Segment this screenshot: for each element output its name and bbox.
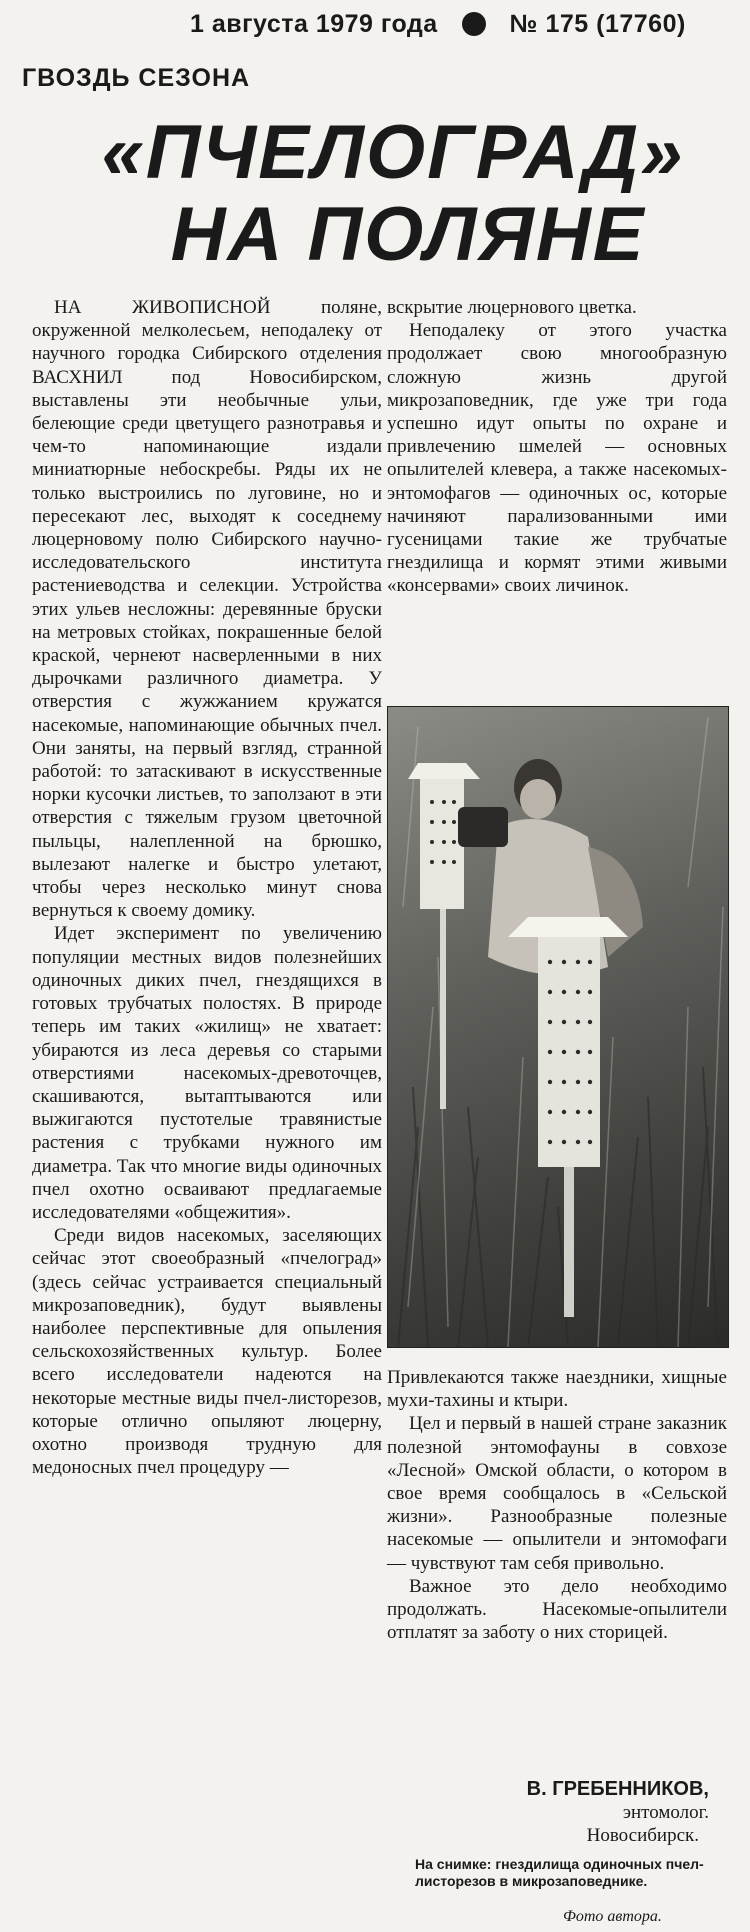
- author-city: Новосибирск.: [586, 1825, 699, 1846]
- paragraph: Среди видов насекомых, заселяющих сейчас этот своеобразный «пчелоград» (здесь сейчас устраивается специальный микрозаповедник), будут выявлены наиболее перспективные для опыления сельскохозяйственных культур. Более всего исследователи надеются на некоторые местные виды пчел-листорезов, которые отлично опыляют люцерну, охотно производя трудную для медоносных пчел процедуру —: [32, 1225, 382, 1479]
- author-signature: [387, 1778, 709, 1847]
- paragraph: Цел и первый в нашей стране заказник полезной энтомофауны в совхозе «Лесной» Омской области, о котором в свое время сообщалось в «Сельской жизни». Разнообразные полезные насекомые — опылители и энтомофаги — чувствуют там себя привольно.: [387, 1413, 727, 1574]
- paragraph: Неподалеку от этого участка продолжает свою многообразную сложную жизнь другой микрозаповедник, где уже три года успешно идут опыты по охране и привлечению шмелей — основных опылителей клевера, а также насекомых-энтомофагов — одиночных ос, которые начиняют парализованными ими гусеницами такие же трубчатые гнездилища и кормят этими живыми «консервами» своих личинок.: [387, 320, 727, 597]
- photo-credit: Фото автора.: [563, 1908, 662, 1925]
- rubric: ГВОЗДЬ СЕЗОНА: [22, 64, 251, 92]
- issue-date: 1 августа 1979 года: [190, 9, 438, 38]
- paragraph: Привлекаются также наездники, хищные мухи-тахины и ктыри.: [387, 1367, 727, 1412]
- article-column-right-top: [387, 296, 727, 598]
- bullet-icon: [462, 12, 486, 36]
- paragraph: НА ЖИВОПИСНОЙ поляне, окруженной мелколесьем, неподалеку от научного городка Сибирского отделения ВАСХНИЛ под Новосибирском, выставлены эти необычные ульи, белеющие среди цветущего разнотравья и чем-то напоминающие издали миниатюрные небоскребы. Ряды их не только выстроились по луговине, но и пересекают лес, выходят к соседнему люцерновому полю Сибирского научно-исследовательского института растениеводства и селекции. Устройства этих ульев несложны: деревянные бруски на метровых стойках, покрашенные белой краской, чернеют насверленными в них дырочками различного диаметра. У отверстия с жужжанием кружатся насекомые, напоминающие обычных пчел. Они заняты, на первый взгляд, странной работой: то затаскивают в искусственные норки кусочки листьев, то заползают в эти отверстия с тяжелым грузом цветочной пыльцы, налепленной на брюшко, вылезают налегке и быстро улетают, чтобы через несколько минут снова вернуться к своему домику.: [32, 297, 382, 922]
- photo-illustration: [388, 707, 728, 1347]
- article-column-left: [32, 296, 382, 1479]
- paragraph: Важное это дело необходимо продолжать. Насекомые-опылители отплатят за заботу о них сторицей.: [387, 1575, 727, 1644]
- large-hive: [508, 917, 628, 1317]
- author-role: энтомолог.: [622, 1802, 709, 1823]
- article-photo: [387, 706, 729, 1348]
- paragraph: Идет эксперимент по увеличению популяции местных видов полезнейших одиночных диких пчел, гнездящихся в готовых трубчатых полостях. В природе теперь им таких «жилищ» не хватает: убираются из леса деревья со старыми отверстиями насекомых-древоточцев, скашиваются, вытаптываются или выжигаются пустотелые травянистые растения с трубками нужного им диаметра. Так что многие виды одиночных пчел охотно осваивают предлагаемые исследователями «общежития».: [32, 923, 382, 1223]
- issue-number: № 175 (17760): [509, 9, 686, 38]
- paragraph: вскрытие люцернового цветка.: [387, 297, 637, 318]
- masthead: [190, 8, 746, 40]
- headline-line-2: НА ПОЛЯНЕ: [170, 192, 646, 277]
- author-name: В. ГРЕБЕННИКОВ,: [526, 1778, 709, 1800]
- photo-caption: На снимке: гнездилища одиночных пчел-листорезов в микрозаповеднике.: [415, 1856, 704, 1889]
- headline: [48, 112, 738, 276]
- headline-line-1: «ПЧЕЛОГРАД»: [101, 110, 685, 195]
- article-column-right-bottom: [387, 1366, 727, 1644]
